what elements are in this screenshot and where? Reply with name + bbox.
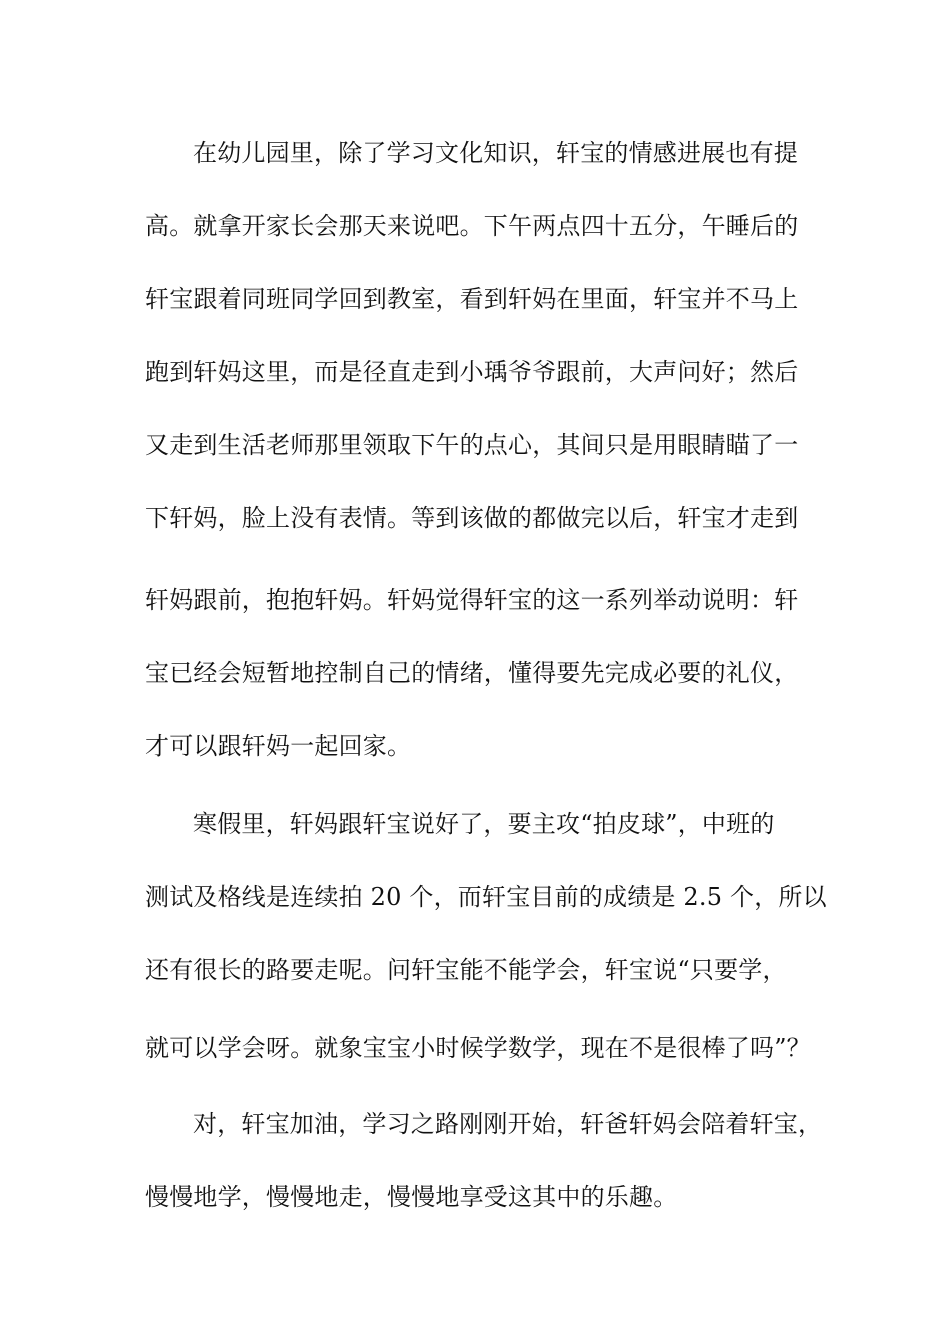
paragraph-line: 下轩妈，脸上没有表情。等到该做的都做完以后，轩宝才走到 xyxy=(145,504,799,532)
paragraph-line: 跑到轩妈这里，而是径直走到小瑀爷爷跟前，大声问好；然后 xyxy=(145,358,799,386)
paragraph-line: 还有很长的路要走呢。问轩宝能不能学会，轩宝说“只要学， xyxy=(145,956,787,984)
paragraph-line: 高。就拿开家长会那天来说吧。下午两点四十五分，午睡后的 xyxy=(145,212,799,240)
paragraph-line: 宝已经会短暂地控制自己的情绪，懂得要先完成必要的礼仪， xyxy=(145,659,799,687)
paragraph-line: 寒假里，轩妈跟轩宝说好了，要主攻“拍皮球”，中班的 xyxy=(193,810,775,838)
paragraph-line: 又走到生活老师那里领取下午的点心，其间只是用眼睛瞄了一 xyxy=(145,431,799,459)
paragraph-line: 轩妈跟前，抱抱轩妈。轩妈觉得轩宝的这一系列举动说明：轩 xyxy=(145,586,799,614)
paragraph-line: 轩宝跟着同班同学回到教室，看到轩妈在里面，轩宝并不马上 xyxy=(145,285,799,313)
paragraph-line: 才可以跟轩妈一起回家。 xyxy=(145,732,412,760)
paragraph-line: 测试及格线是连续拍 20 个，而轩宝目前的成绩是 2.5 个，所以 xyxy=(145,883,827,911)
paragraph-line: 对，轩宝加油，学习之路刚刚开始，轩爸轩妈会陪着轩宝， xyxy=(193,1110,823,1138)
paragraph-line: 慢慢地学，慢慢地走，慢慢地享受这其中的乐趣。 xyxy=(145,1183,678,1211)
paragraph-line: 就可以学会呀。就象宝宝小时候学数学，现在不是很棒了吗”？ xyxy=(145,1034,811,1062)
paragraph-line: 在幼儿园里，除了学习文化知识，轩宝的情感进展也有提 xyxy=(193,139,798,167)
